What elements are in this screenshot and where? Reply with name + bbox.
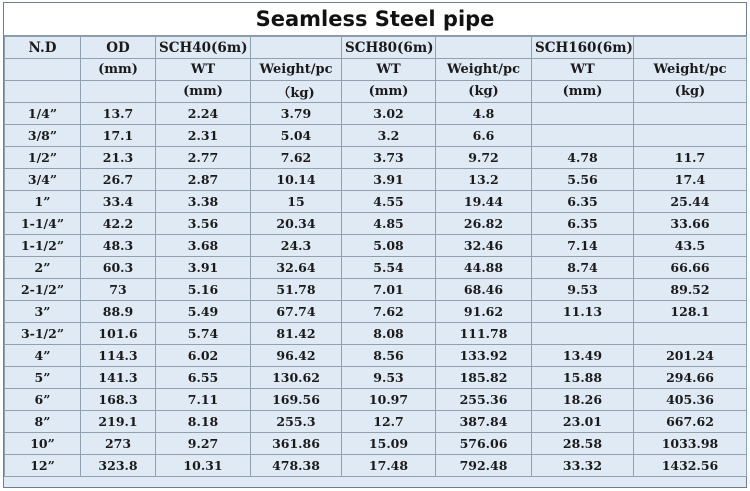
table-row: [5, 191, 747, 213]
header-sch80: SCH80(6m): [342, 37, 436, 59]
cell-wt160: 28.58: [532, 433, 634, 455]
cell-w80: 44.88: [436, 257, 532, 279]
table-row: [5, 301, 747, 323]
cell-wt40: 7.11: [156, 389, 251, 411]
cell-nd: 1-1/4”: [5, 213, 81, 235]
cell-wt40: 5.74: [156, 323, 251, 345]
cell-wt80: 5.54: [342, 257, 436, 279]
table-row: [5, 257, 747, 279]
cell-wt40: 2.87: [156, 169, 251, 191]
cell-nd: 3-1/2”: [5, 323, 81, 345]
cell-wt80: 7.01: [342, 279, 436, 301]
cell-w160: 405.36: [634, 389, 747, 411]
cell-w80: 19.44: [436, 191, 532, 213]
table-row: [5, 323, 747, 345]
cell-nd: 8”: [5, 411, 81, 433]
header-sch40: SCH40(6m): [156, 37, 251, 59]
table-row: [5, 433, 747, 455]
cell-wt40: 8.18: [156, 411, 251, 433]
table-row: [5, 389, 747, 411]
header-blank: [5, 59, 81, 81]
header-od: OD: [81, 37, 156, 59]
header-blank: [251, 37, 342, 59]
header-weight160-unit: (kg): [634, 81, 747, 103]
cell-w80: 9.72: [436, 147, 532, 169]
cell-od: 73: [81, 279, 156, 301]
cell-w40: 24.3: [251, 235, 342, 257]
cell-w40: 15: [251, 191, 342, 213]
cell-w40: 169.56: [251, 389, 342, 411]
header-wt40: WT: [156, 59, 251, 81]
cell-od: 219.1: [81, 411, 156, 433]
table-row: [5, 213, 747, 235]
cell-nd: 3/8”: [5, 125, 81, 147]
cell-wt80: 3.91: [342, 169, 436, 191]
cell-w40: 81.42: [251, 323, 342, 345]
header-weight80-unit: (kg): [436, 81, 532, 103]
cell-wt80: 8.08: [342, 323, 436, 345]
cell-w40: 7.62: [251, 147, 342, 169]
cell-od: 26.7: [81, 169, 156, 191]
cell-w160: 66.66: [634, 257, 747, 279]
table-row: [5, 147, 747, 169]
cell-od: 273: [81, 433, 156, 455]
header-blank: [436, 37, 532, 59]
cell-w40: 3.79: [251, 103, 342, 125]
cell-w40: 361.86: [251, 433, 342, 455]
cell-w80: 185.82: [436, 367, 532, 389]
cell-wt40: 9.27: [156, 433, 251, 455]
table-row: [5, 169, 747, 191]
cell-wt80: 5.08: [342, 235, 436, 257]
cell-w160: 17.4: [634, 169, 747, 191]
cell-w80: 6.6: [436, 125, 532, 147]
cell-wt160: 5.56: [532, 169, 634, 191]
cell-wt160: [532, 103, 634, 125]
cell-w160: 294.66: [634, 367, 747, 389]
cell-wt160: 9.53: [532, 279, 634, 301]
header-blank: [5, 81, 81, 103]
header-row-3: [5, 81, 747, 103]
table-row: [5, 279, 747, 301]
header-blank: [634, 37, 747, 59]
cell-wt160: 4.78: [532, 147, 634, 169]
cell-od: 323.8: [81, 455, 156, 477]
pipe-spec-table: [4, 36, 747, 477]
table-row: [5, 345, 747, 367]
cell-w40: 10.14: [251, 169, 342, 191]
cell-wt160: [532, 323, 634, 345]
cell-od: 17.1: [81, 125, 156, 147]
cell-w160: 11.7: [634, 147, 747, 169]
cell-w40: 20.34: [251, 213, 342, 235]
cell-w80: 111.78: [436, 323, 532, 345]
cell-w40: 67.74: [251, 301, 342, 323]
cell-wt160: 8.74: [532, 257, 634, 279]
cell-w160: [634, 125, 747, 147]
cell-od: 13.7: [81, 103, 156, 125]
cell-wt160: 15.88: [532, 367, 634, 389]
cell-nd: 12”: [5, 455, 81, 477]
table-row: [5, 235, 747, 257]
cell-w160: 89.52: [634, 279, 747, 301]
cell-wt160: 11.13: [532, 301, 634, 323]
cell-w80: 387.84: [436, 411, 532, 433]
cell-nd: 1/4”: [5, 103, 81, 125]
cell-od: 168.3: [81, 389, 156, 411]
table-row: [5, 103, 747, 125]
cell-nd: 4”: [5, 345, 81, 367]
cell-wt160: 6.35: [532, 213, 634, 235]
header-weight160: Weight/pc: [634, 59, 747, 81]
cell-w40: 255.3: [251, 411, 342, 433]
cell-w40: 51.78: [251, 279, 342, 301]
table-body: [5, 37, 747, 477]
cell-wt160: 7.14: [532, 235, 634, 257]
cell-nd: 1-1/2”: [5, 235, 81, 257]
cell-wt160: 6.35: [532, 191, 634, 213]
cell-wt80: 15.09: [342, 433, 436, 455]
cell-wt160: [532, 125, 634, 147]
cell-wt40: 2.24: [156, 103, 251, 125]
cell-w160: 1432.56: [634, 455, 747, 477]
header-wt80-unit: (mm): [342, 81, 436, 103]
cell-wt160: 18.26: [532, 389, 634, 411]
cell-od: 48.3: [81, 235, 156, 257]
table-row: [5, 455, 747, 477]
cell-wt160: 23.01: [532, 411, 634, 433]
cell-wt80: 3.73: [342, 147, 436, 169]
cell-od: 21.3: [81, 147, 156, 169]
cell-wt160: 13.49: [532, 345, 634, 367]
header-weight40: Weight/pc: [251, 59, 342, 81]
cell-w160: 1033.98: [634, 433, 747, 455]
cell-wt40: 5.16: [156, 279, 251, 301]
page-title: Seamless Steel pipe: [4, 3, 746, 36]
header-weight40-unit: （kg): [251, 81, 342, 103]
cell-w80: 32.46: [436, 235, 532, 257]
cell-w160: 25.44: [634, 191, 747, 213]
cell-wt80: 8.56: [342, 345, 436, 367]
cell-wt40: 5.49: [156, 301, 251, 323]
cell-wt40: 3.68: [156, 235, 251, 257]
header-nd: N.D: [5, 37, 81, 59]
cell-w160: 33.66: [634, 213, 747, 235]
cell-w160: [634, 323, 747, 345]
header-row-1: [5, 37, 747, 59]
cell-w160: 43.5: [634, 235, 747, 257]
cell-w80: 133.92: [436, 345, 532, 367]
cell-wt40: 3.38: [156, 191, 251, 213]
cell-w80: 792.48: [436, 455, 532, 477]
header-wt80: WT: [342, 59, 436, 81]
cell-wt40: 10.31: [156, 455, 251, 477]
cell-od: 60.3: [81, 257, 156, 279]
header-od-unit: (mm): [81, 59, 156, 81]
cell-w40: 478.38: [251, 455, 342, 477]
cell-w160: 667.62: [634, 411, 747, 433]
cell-w80: 576.06: [436, 433, 532, 455]
cell-wt80: 9.53: [342, 367, 436, 389]
cell-wt40: 2.31: [156, 125, 251, 147]
cell-w80: 26.82: [436, 213, 532, 235]
table-row: [5, 411, 747, 433]
header-wt40-unit: (mm): [156, 81, 251, 103]
header-wt160: WT: [532, 59, 634, 81]
cell-w40: 32.64: [251, 257, 342, 279]
cell-nd: 2”: [5, 257, 81, 279]
cell-nd: 3/4”: [5, 169, 81, 191]
cell-wt80: 7.62: [342, 301, 436, 323]
cell-od: 42.2: [81, 213, 156, 235]
cell-nd: 1”: [5, 191, 81, 213]
cell-wt80: 4.55: [342, 191, 436, 213]
cell-wt80: 3.02: [342, 103, 436, 125]
cell-nd: 5”: [5, 367, 81, 389]
cell-w80: 4.8: [436, 103, 532, 125]
cell-wt80: 10.97: [342, 389, 436, 411]
cell-w160: 128.1: [634, 301, 747, 323]
cell-w160: 201.24: [634, 345, 747, 367]
cell-w40: 5.04: [251, 125, 342, 147]
cell-w80: 91.62: [436, 301, 532, 323]
cell-od: 88.9: [81, 301, 156, 323]
cell-w40: 96.42: [251, 345, 342, 367]
header-weight80: Weight/pc: [436, 59, 532, 81]
cell-w80: 255.36: [436, 389, 532, 411]
cell-od: 33.4: [81, 191, 156, 213]
header-row-2: [5, 59, 747, 81]
pipe-spec-sheet: [3, 2, 747, 488]
cell-nd: 10”: [5, 433, 81, 455]
cell-wt40: 6.55: [156, 367, 251, 389]
cell-nd: 6”: [5, 389, 81, 411]
cell-nd: 3”: [5, 301, 81, 323]
cell-nd: 2-1/2”: [5, 279, 81, 301]
cell-wt80: 4.85: [342, 213, 436, 235]
cell-wt40: 6.02: [156, 345, 251, 367]
table-row: [5, 367, 747, 389]
cell-wt40: 2.77: [156, 147, 251, 169]
cell-od: 141.3: [81, 367, 156, 389]
cell-wt80: 3.2: [342, 125, 436, 147]
cell-wt80: 12.7: [342, 411, 436, 433]
cell-w80: 13.2: [436, 169, 532, 191]
cell-wt40: 3.56: [156, 213, 251, 235]
table-row: [5, 125, 747, 147]
header-wt160-unit: (mm): [532, 81, 634, 103]
cell-wt160: 33.32: [532, 455, 634, 477]
header-blank: [81, 81, 156, 103]
cell-wt40: 3.91: [156, 257, 251, 279]
cell-od: 114.3: [81, 345, 156, 367]
cell-nd: 1/2”: [5, 147, 81, 169]
cell-w160: [634, 103, 747, 125]
cell-wt80: 17.48: [342, 455, 436, 477]
cell-w80: 68.46: [436, 279, 532, 301]
header-sch160: SCH160(6m): [532, 37, 634, 59]
cell-w40: 130.62: [251, 367, 342, 389]
cell-od: 101.6: [81, 323, 156, 345]
